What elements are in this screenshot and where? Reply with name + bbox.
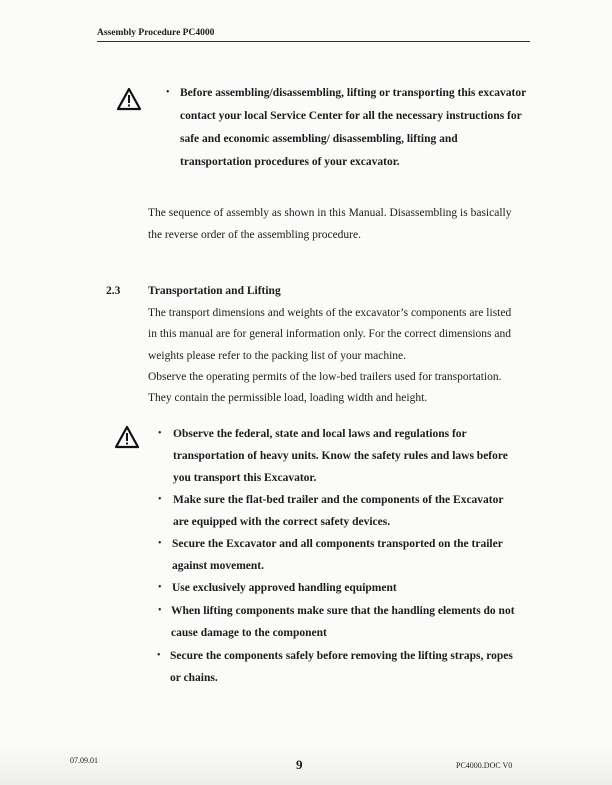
warning2-line: are equipped with the correct safety devices. [173,516,391,528]
bullet-marker: • [158,605,162,616]
header-rule [97,41,530,42]
intro-line: The sequence of assembly as shown in this Manual. Disassembling is basically [148,207,512,219]
warning2-line: Secure the Excavator and all components transported on the trailer [172,538,503,550]
running-header: Assembly Procedure PC4000 [97,28,215,38]
warning1-line: transportation procedures of your excavator. [180,156,400,168]
warning2-line: Make sure the flat-bed trailer and the components of the Excavator [173,494,504,506]
warning2-line: or chains. [170,672,218,684]
warning2-line: cause damage to the component [171,627,327,639]
warning2-line: When lifting components make sure that the handling elements do not [171,605,515,617]
warning1-line: safe and economic assembling/ disassembling, lifting and [180,133,458,145]
intro-line: the reverse order of the assembling procedure. [148,229,361,241]
section-title: Transportation and Lifting [148,285,281,297]
section-line: in this manual are for general information only. For the correct dimensions and [148,328,511,340]
warning2-line: against movement. [172,560,264,572]
warning1-line: Before assembling/disassembling, lifting or transporting this excavator [180,87,527,99]
footer-date: 07.09.01 [70,756,98,765]
bullet-marker: • [158,428,162,439]
section-number: 2.3 [106,285,121,297]
warning2-line: transportation of heavy units. Know the safety rules and laws before [173,450,508,462]
section-line: weights please refer to the packing list of your machine. [148,350,407,362]
warning2-line: Observe the federal, state and local laws and regulations for [173,428,467,440]
page-number: 9 [296,757,303,772]
section-line: They contain the permissible load, loading width and height. [148,392,428,404]
warning2-line: you transport this Excavator. [173,472,317,484]
bullet-marker: • [166,87,170,98]
bullet-marker: • [158,494,162,505]
bullet-marker: • [157,650,161,661]
section-line: The transport dimensions and weights of the excavator’s components are listed [148,307,512,319]
warning2-line: Secure the components safely before removing the lifting straps, ropes [170,650,513,662]
footer-doc-id: PC4000.DOC V0 [456,761,513,770]
warning-triangle-icon [114,425,140,449]
bullet-marker: • [158,582,162,593]
warning-triangle-icon [116,87,142,111]
warning2-line: Use exclusively approved handling equipment [172,582,397,594]
section-line: Observe the operating permits of the low-bed trailers used for transportation. [148,371,502,383]
bullet-marker: • [158,538,162,549]
warning1-line: contact your local Service Center for all the necessary instructions for [180,110,522,122]
